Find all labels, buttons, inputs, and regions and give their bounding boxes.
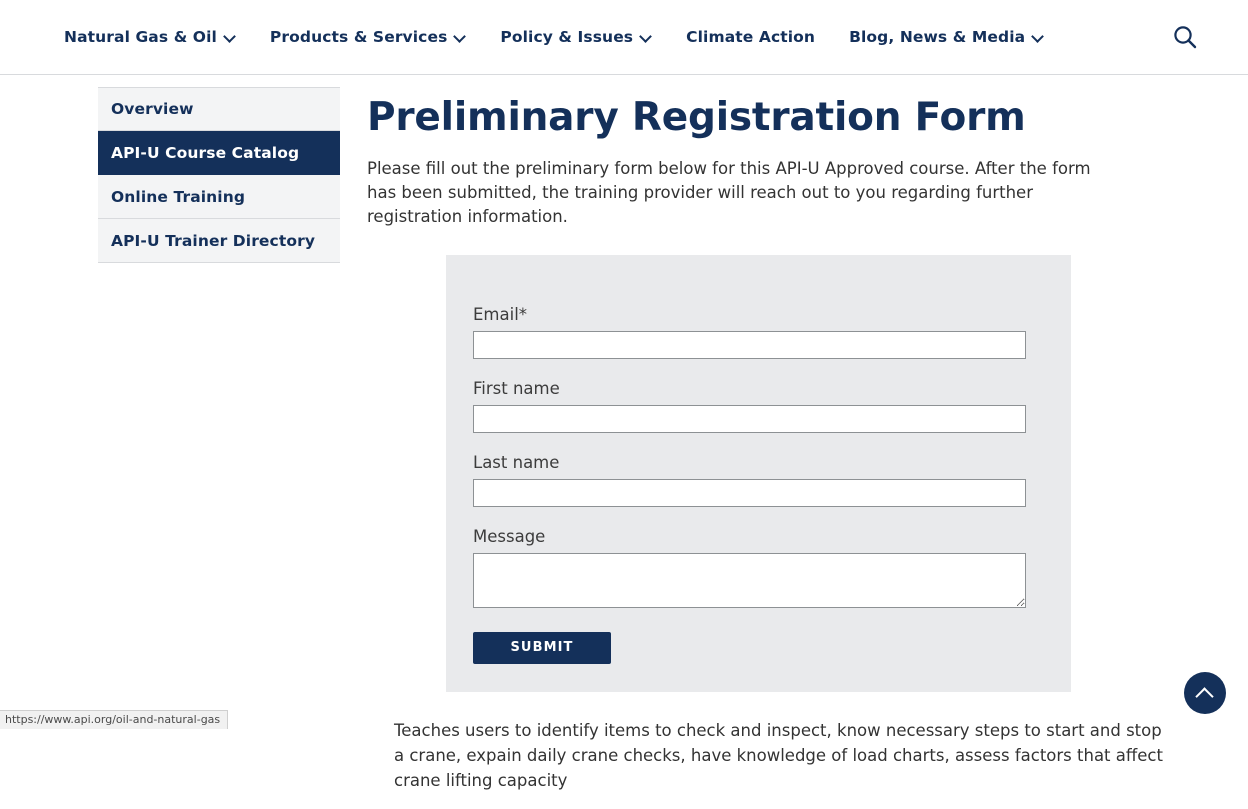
sidebar-item-overview[interactable] bbox=[98, 87, 340, 131]
message-field-group bbox=[473, 527, 1071, 612]
message-field[interactable] bbox=[473, 553, 1026, 608]
sidebar-item-label: API-U Course Catalog bbox=[111, 143, 300, 162]
first-name-field-label: First name bbox=[473, 378, 560, 398]
section-sidebar bbox=[98, 87, 340, 809]
nav-item-label: Policy & Issues bbox=[500, 28, 634, 46]
sidebar-item-api-u-trainer-directory[interactable] bbox=[98, 219, 340, 263]
nav-item-label: Blog, News & Media bbox=[849, 28, 1026, 46]
search-icon[interactable] bbox=[1172, 24, 1198, 50]
nav-item-label: Products & Services bbox=[269, 28, 448, 46]
email-field-label: Email* bbox=[473, 304, 528, 324]
sidebar-item-online-training[interactable] bbox=[98, 175, 340, 219]
chevron-down-icon bbox=[641, 31, 652, 42]
chevron-down-icon bbox=[1033, 31, 1044, 42]
main-content bbox=[367, 87, 1163, 809]
nav-item-label: Climate Action bbox=[686, 28, 816, 46]
registration-form bbox=[446, 255, 1071, 692]
sidebar-item-label: Online Training bbox=[111, 187, 246, 206]
sidebar-item-label: Overview bbox=[111, 100, 194, 118]
page-title: Preliminary Registration Form bbox=[367, 95, 1026, 140]
first-name-field[interactable] bbox=[473, 405, 1026, 433]
email-field-group bbox=[473, 305, 1071, 359]
course-description-paragraph: Teaches users to identify items to check and inspect, know necessary steps to start and stop a crane, expain daily crane checks, have knowledge of load charts, assess factors that affect crane lifting capacity bbox=[394, 720, 1163, 790]
first-name-field-group bbox=[473, 379, 1071, 433]
status-bar-url: https://www.api.org/oil-and-natural-gas bbox=[0, 710, 228, 729]
top-navigation-bar bbox=[0, 0, 1248, 75]
nav-item-label: Natural Gas & Oil bbox=[64, 28, 217, 46]
nav-item-policy-and-issues[interactable] bbox=[500, 28, 652, 46]
page-body bbox=[0, 75, 1248, 809]
chevron-down-icon bbox=[225, 31, 236, 42]
last-name-field-group bbox=[473, 453, 1071, 507]
nav-item-climate-action[interactable] bbox=[686, 28, 815, 46]
intro-paragraph: Please fill out the preliminary form below for this API-U Approved course. After the form has been submitted, the training provider will reach out to you regarding further registration information. bbox=[367, 158, 1091, 226]
nav-item-blog-news-and-media[interactable] bbox=[849, 28, 1044, 46]
submit-button[interactable]: SUBMIT bbox=[473, 632, 611, 664]
last-name-field[interactable] bbox=[473, 479, 1026, 507]
chevron-down-icon bbox=[455, 31, 466, 42]
email-field[interactable] bbox=[473, 331, 1026, 359]
nav-item-list bbox=[64, 28, 1172, 46]
nav-item-natural-gas-and-oil[interactable] bbox=[64, 28, 236, 46]
message-field-label: Message bbox=[473, 526, 546, 546]
nav-item-products-and-services[interactable] bbox=[270, 28, 466, 46]
sidebar-item-api-u-course-catalog[interactable] bbox=[98, 131, 340, 175]
sidebar-item-label: API-U Trainer Directory bbox=[111, 231, 316, 250]
last-name-field-label: Last name bbox=[473, 452, 560, 472]
back-to-top-button[interactable] bbox=[1184, 672, 1226, 714]
